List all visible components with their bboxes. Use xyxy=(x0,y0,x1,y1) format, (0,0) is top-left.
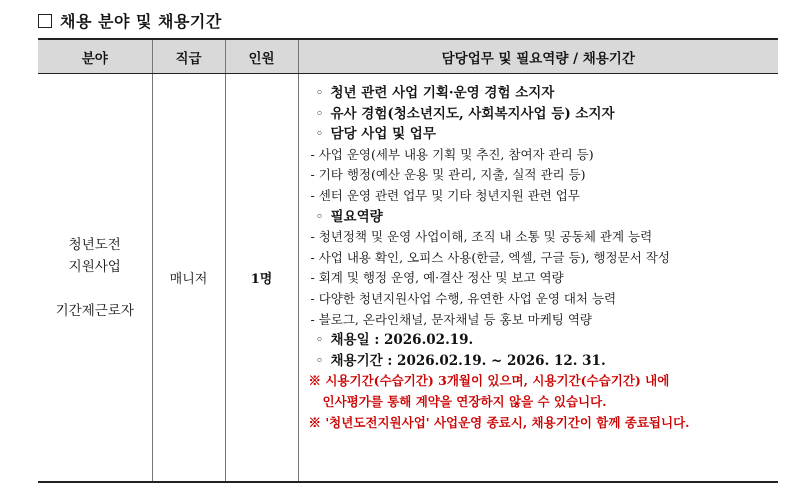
termination-note: ※ '청년도전지원사업' 사업운영 종료시, 채용기간이 함께 종료됩니다. xyxy=(308,414,690,430)
qualification-2: ◦ 유사 경험(청소년지도, 사회복지사업 등) 소지자 xyxy=(309,104,779,125)
header-field: 분야 xyxy=(38,39,152,74)
section-heading xyxy=(38,9,222,32)
competency-item: - 청년정책 및 운영 사업이해, 조직 내 소통 및 공동체 관계 능력 xyxy=(310,229,653,245)
header-duties: 담당업무 및 필요역량 / 채용기간 xyxy=(298,39,778,74)
bullet-icon: ◦ xyxy=(315,105,324,122)
hire-period: ◦ 채용기간 : 2026.02.19. ~ 2026. 12. 31. xyxy=(309,351,779,372)
bullet-icon: ◦ xyxy=(315,85,324,101)
count-cell: 1명 xyxy=(225,74,298,483)
field-text xyxy=(38,234,152,322)
qualification-1: ◦ 청년 관련 사업 기획·운영 경험 소지자 xyxy=(309,83,779,104)
competency-item: - 블로그, 온라인채널, 문자채널 등 홍보 마케팅 역량 xyxy=(310,311,592,327)
field-line-2: 지원사업 xyxy=(68,258,121,275)
table-row xyxy=(38,74,778,483)
bullet-icon: ◦ xyxy=(315,208,324,225)
bullet-icon: ◦ xyxy=(315,126,324,143)
field-line-1: 청년도전 xyxy=(68,236,121,253)
probation-note: ※ 시용기간(수습기간) 3개월이 있으며, 시용기간(수습기간) 내에 xyxy=(308,373,670,389)
table-header-row xyxy=(38,39,778,74)
probation-note-cont: 인사평가를 통해 계약을 연장하지 않을 수 있습니다. xyxy=(322,393,607,409)
rank-cell: 매니저 xyxy=(152,74,225,483)
section-heading-text: 채용 분야 및 채용기간 xyxy=(60,12,222,31)
duties-title: ◦ 담당 사업 및 업무 xyxy=(309,124,779,145)
duty-item: - 사업 운영(세부 내용 기획 및 추진, 참여자 관리 등) xyxy=(310,146,594,162)
header-count: 인원 xyxy=(225,39,298,74)
field-line-3: 기간제근로자 xyxy=(55,302,134,319)
duty-item: - 기타 행정(예산 운용 및 관리, 지출, 실적 관리 등) xyxy=(310,167,586,183)
recruitment-table xyxy=(38,38,778,483)
hire-date: ◦ 채용일 : 2026.02.19. xyxy=(309,330,779,351)
header-rank: 직급 xyxy=(152,39,225,74)
competency-item: - 다양한 청년지원사업 수행, 유연한 사업 운영 대처 능력 xyxy=(310,290,617,306)
checkbox-square-icon xyxy=(38,14,52,28)
competency-item: - 사업 내용 확인, 오피스 사용(한글, 엑셀, 구글 등), 행정문서 작성 xyxy=(310,249,670,265)
competency-title: ◦ 필요역량 xyxy=(309,207,779,228)
competency-item: - 회계 및 행정 운영, 예·결산 정산 및 보고 역량 xyxy=(310,270,564,286)
bullet-icon: ◦ xyxy=(315,332,324,349)
bullet-icon: ◦ xyxy=(315,352,324,369)
duties-cell xyxy=(298,74,778,483)
duty-item: - 센터 운영 관련 업무 및 기타 청년지원 관련 업무 xyxy=(310,187,580,203)
field-cell xyxy=(38,74,152,483)
